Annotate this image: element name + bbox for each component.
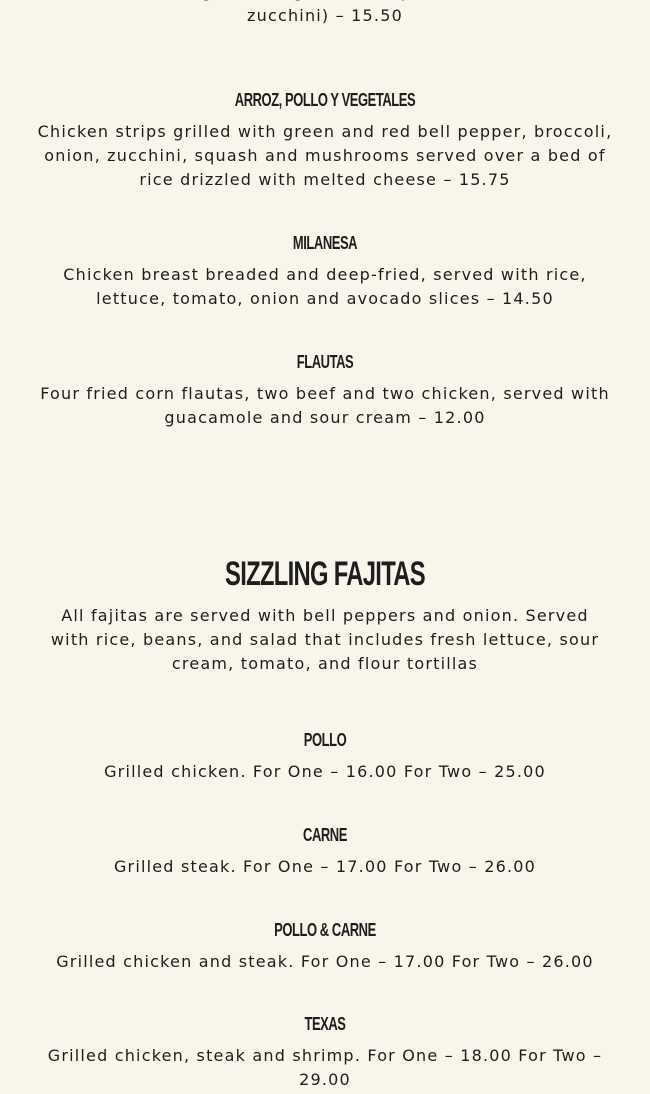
menu-item-flautas xyxy=(36,352,614,430)
item-description: Grilled chicken. For One – 16.00 For Two – 25.00 xyxy=(104,762,546,781)
item-title: MILANESA xyxy=(292,233,358,253)
item-title: TEXAS xyxy=(304,1014,346,1034)
menu-item-milanesa xyxy=(36,233,614,311)
section-title-sizzling-fajitas: SIZZLING FAJITAS xyxy=(225,555,425,593)
item-title: POLLO & CARNE xyxy=(274,920,376,940)
item-title: ARROZ, POLLO Y VEGETALES xyxy=(234,90,416,110)
item-description: Grilled chicken and steak. For One – 17.00 For Two – 26.00 xyxy=(56,952,594,971)
fajita-item-pollo-carne xyxy=(36,920,614,974)
item-description: Grilled chicken, steak and shrimp. For One – 18.00 For Two – 29.00 xyxy=(47,1046,603,1089)
item-title: FLAUTAS xyxy=(296,352,354,372)
item-description: Grilled steak. For One – 17.00 For Two – 26.00 xyxy=(113,857,537,876)
item-description: Four fried corn flautas, two beef and two chicken, served with guacamole and sour cream – 12.00 xyxy=(40,384,610,427)
fajita-item-carne xyxy=(36,825,614,879)
partial-item-description: zucchini) – 15.50 xyxy=(247,6,403,25)
menu-item-arroz-pollo-y-vegetales xyxy=(36,90,614,192)
item-title: POLLO xyxy=(303,730,347,750)
section-intro: All fajitas are served with bell peppers and onion. Served with rice, beans, and salad that includes fresh lettuce, sour cream, tomato, and flour tortillas xyxy=(50,606,600,673)
item-description: Chicken strips grilled with green and red bell pepper, broccoli, onion, zucchini, squash and mushrooms served over a bed of rice drizzled with melted cheese – 15.75 xyxy=(37,122,613,189)
fajita-item-texas xyxy=(36,1014,614,1092)
fajita-item-pollo xyxy=(36,730,614,784)
item-title: CARNE xyxy=(303,825,347,845)
item-description: Chicken breast breaded and deep-fried, served with rice, lettuce, tomato, onion and avocado slices – 14.50 xyxy=(63,265,587,308)
